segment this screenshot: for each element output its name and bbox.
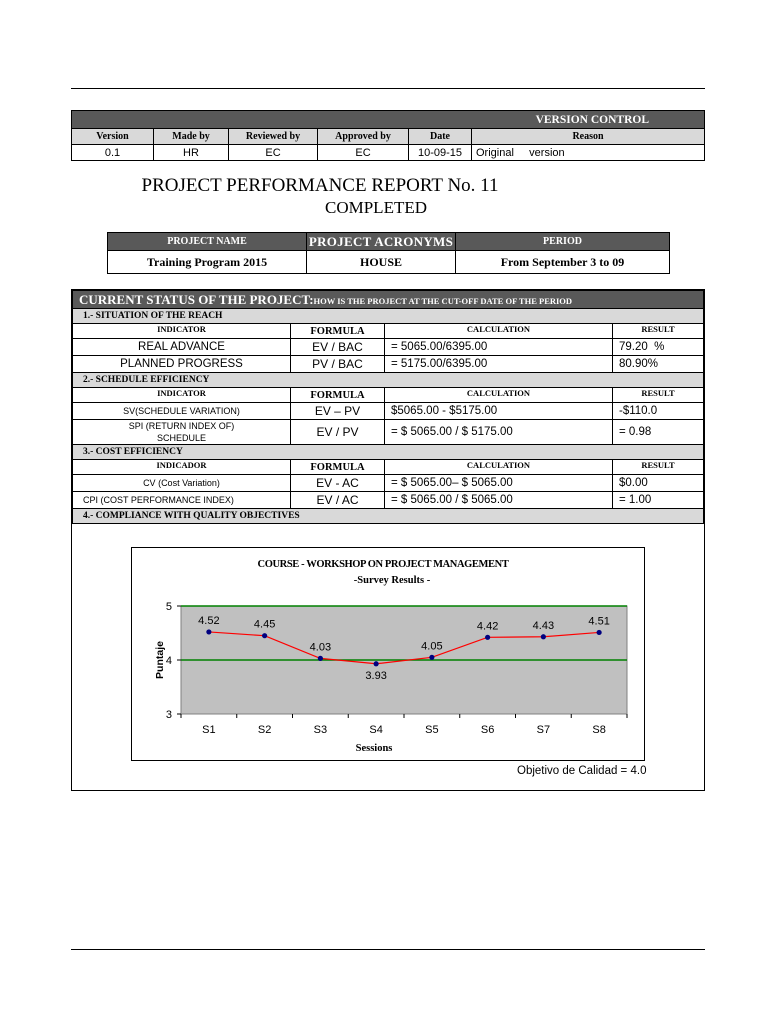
x-tick-label: S8 xyxy=(592,724,606,736)
data-point xyxy=(541,634,546,639)
calculation-header: CALCULATION xyxy=(385,460,613,475)
project-name-header: PROJECT NAME xyxy=(108,233,307,251)
reviewed-by-header: Reviewed by xyxy=(229,129,318,145)
project-status-table xyxy=(72,290,704,524)
data-point xyxy=(429,655,434,660)
data-point xyxy=(262,633,267,638)
calculation-cpi: = $ 5065.00 / $ 5065.00 xyxy=(385,492,613,509)
indicator-cpi: CPI (COST PERFORMANCE INDEX) xyxy=(73,492,291,509)
result-cpi: = 1.00 xyxy=(613,492,704,509)
status-title-cell xyxy=(73,291,704,309)
result-header: RESULT xyxy=(613,388,704,403)
section-schedule-title: 2.- SCHEDULE EFFICIENCY xyxy=(73,373,704,388)
y-tick-label: 5 xyxy=(165,601,172,613)
y-tick-label: 3 xyxy=(165,709,172,721)
calculation-cv: = $ 5065.00– $ 5065.00 xyxy=(385,475,613,492)
formula-header: FORMULA xyxy=(291,388,385,403)
period-header: PERIOD xyxy=(456,233,670,251)
indicator-spi: SPI (RETURN INDEX OF) SCHEDULE xyxy=(73,420,291,445)
data-point xyxy=(374,661,379,666)
indicator-header: INDICATOR xyxy=(73,324,291,339)
y-axis-label: Puntaje xyxy=(154,641,166,679)
x-axis-label: Sessions xyxy=(355,743,393,754)
indicator-planned-progress: PLANNED PROGRESS xyxy=(73,356,291,373)
bottom-rule xyxy=(71,949,705,950)
calculation-real-advance: = 5065.00/6395.00 xyxy=(385,339,613,356)
data-point xyxy=(597,630,602,635)
y-tick-label: 4 xyxy=(165,655,172,667)
calculation-planned-progress: = 5175.00/6395.00 xyxy=(385,356,613,373)
data-label: 4.03 xyxy=(309,641,332,654)
survey-chart xyxy=(131,547,645,761)
calculation-header: CALCULATION xyxy=(385,388,613,403)
section-cost-title: 3.- COST EFFICIENCY xyxy=(73,445,704,460)
formula-cv: EV - AC xyxy=(291,475,385,492)
version-control-table xyxy=(71,110,705,161)
formula-cpi: EV / AC xyxy=(291,492,385,509)
formula-real-advance: EV / BAC xyxy=(291,339,385,356)
project-info-table xyxy=(107,232,670,274)
date-value: 10-09-15 xyxy=(409,145,472,161)
result-sv: -$110.0 xyxy=(613,403,704,420)
version-header: Version xyxy=(72,129,154,145)
result-header: RESULT xyxy=(613,460,704,475)
formula-spi: EV / PV xyxy=(291,420,385,445)
x-tick-label: S3 xyxy=(313,724,328,736)
result-header: RESULT xyxy=(613,324,704,339)
data-label: 4.42 xyxy=(476,620,499,633)
indicator-header: INDICADOR xyxy=(73,460,291,475)
data-label: 4.52 xyxy=(198,614,220,627)
project-name-value: Training Program 2015 xyxy=(108,251,307,274)
date-header: Date xyxy=(409,129,472,145)
version-value: 0.1 xyxy=(72,145,154,161)
project-acronyms-header: PROJECT ACRONYMS xyxy=(307,233,456,251)
x-tick-label: S6 xyxy=(480,724,495,736)
result-real-advance: 79.20 % xyxy=(613,339,704,356)
section-quality-title: 4.- COMPLIANCE WITH QUALITY OBJECTIVES xyxy=(73,509,704,524)
indicator-real-advance: REAL ADVANCE xyxy=(73,339,291,356)
x-tick-label: S1 xyxy=(202,724,216,736)
section-reach-title: 1.- SITUATION OF THE REACH xyxy=(73,309,704,324)
chart-title: COURSE - WORKSHOP ON PROJECT MANAGEMENT xyxy=(257,559,509,570)
made-by-value: HR xyxy=(154,145,229,161)
data-label: 4.05 xyxy=(421,640,443,653)
calculation-spi: = $ 5065.00 / $ 5175.00 xyxy=(385,420,613,445)
data-label: 4.51 xyxy=(588,615,610,628)
report-title: PROJECT PERFORMANCE REPORT No. 11 xyxy=(141,175,499,196)
survey-chart-svg xyxy=(132,548,644,760)
made-by-header: Made by xyxy=(154,129,229,145)
indicator-sv: SV(SCHEDULE VARIATION) xyxy=(73,403,291,420)
formula-planned-progress: PV / BAC xyxy=(291,356,385,373)
result-spi: = 0.98 xyxy=(613,420,704,445)
top-rule xyxy=(71,88,705,89)
data-point xyxy=(485,635,490,640)
formula-sv: EV – PV xyxy=(291,403,385,420)
quality-objective-note: Objetivo de Calidad = 4.0 xyxy=(517,765,647,777)
approved-by-header: Approved by xyxy=(318,129,409,145)
formula-header: FORMULA xyxy=(291,460,385,475)
reviewed-by-value: EC xyxy=(229,145,318,161)
data-label: 3.93 xyxy=(365,669,387,682)
indicator-cv: CV (Cost Variation) xyxy=(73,475,291,492)
project-acronyms-value: HOUSE xyxy=(307,251,456,274)
indicator-header: INDICATOR xyxy=(73,388,291,403)
approved-by-value: EC xyxy=(318,145,409,161)
calculation-header: CALCULATION xyxy=(385,324,613,339)
x-tick-label: S5 xyxy=(425,724,439,736)
data-label: 4.43 xyxy=(532,619,555,632)
report-subtitle: COMPLETED xyxy=(325,198,427,217)
version-control-title: VERSION CONTROL xyxy=(72,111,705,129)
period-value: From September 3 to 09 xyxy=(456,251,670,274)
status-title-note: HOW IS THE PROJECT AT THE CUT-OFF DATE OF THE PERIOD xyxy=(313,295,573,306)
calculation-sv: $5065.00 - $5175.00 xyxy=(385,403,613,420)
reason-value: Original version xyxy=(472,145,705,161)
data-point xyxy=(206,629,211,634)
data-label: 4.45 xyxy=(253,618,276,631)
result-cv: $0.00 xyxy=(613,475,704,492)
project-status-section xyxy=(71,289,705,791)
reason-header: Reason xyxy=(472,129,705,145)
status-title: CURRENT STATUS OF THE PROJECT: xyxy=(79,291,314,307)
formula-header: FORMULA xyxy=(291,324,385,339)
data-point xyxy=(318,656,323,661)
x-tick-label: S7 xyxy=(536,724,551,736)
x-tick-label: S4 xyxy=(369,724,383,736)
x-tick-label: S2 xyxy=(257,724,272,736)
result-planned-progress: 80.90% xyxy=(613,356,704,373)
chart-subtitle: -Survey Results - xyxy=(353,575,431,586)
